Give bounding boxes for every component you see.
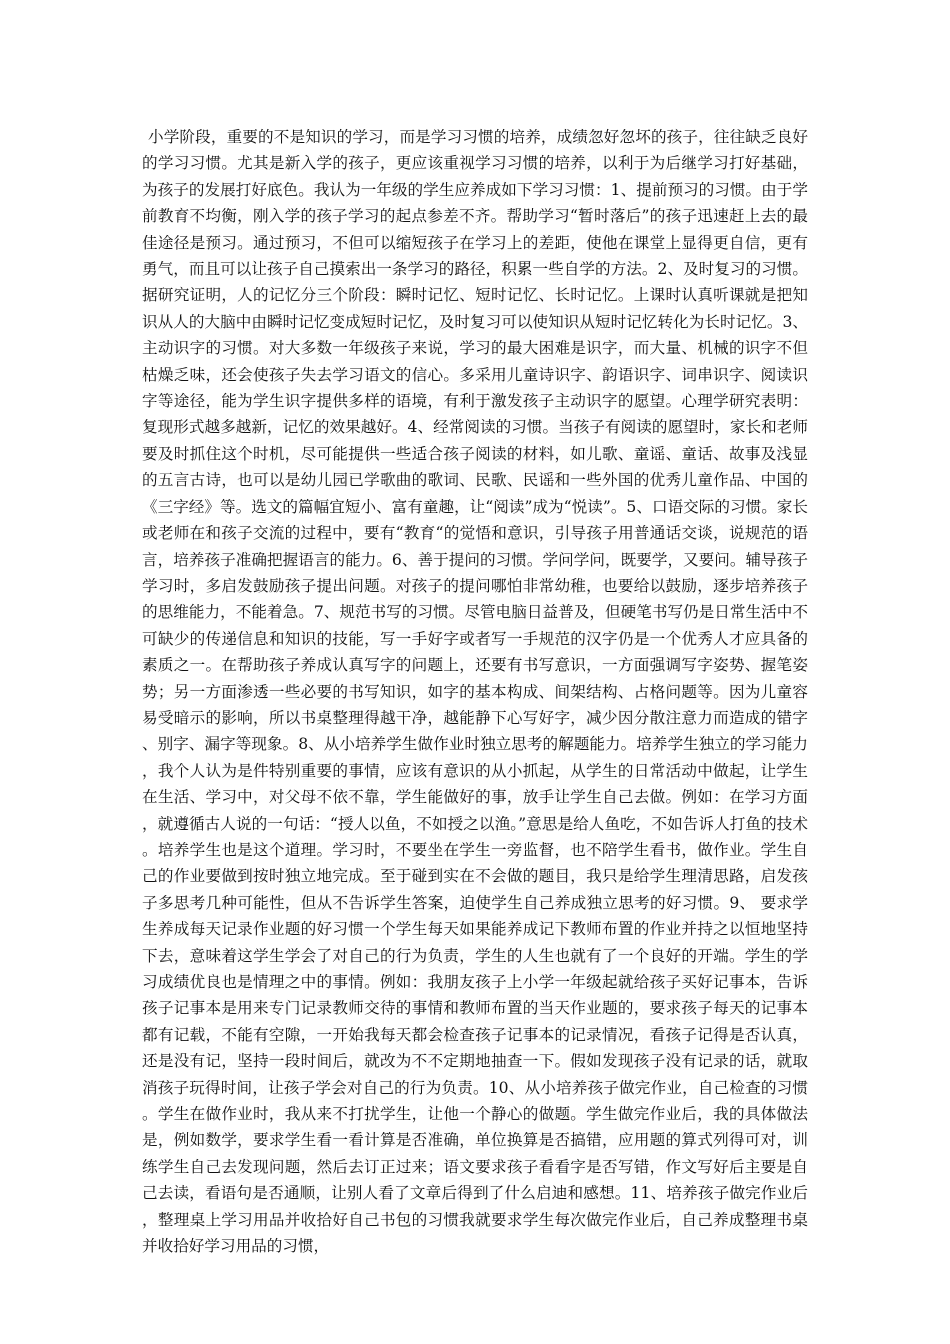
body-paragraph: 小学阶段，重要的不是知识的学习，而是学习习惯的培养，成绩忽好忽坏的孩子，往往缺乏良好的学习习惯。尤其是新入学的孩子，更应该重视学习习惯的培养，以利于为后继学习打好基础，为孩子的发展打好底色。我认为一年级的学生应养成如下学习习惯：1、提前预习的习惯。由于学前教育不均衡，刚入学的孩子学习的起点参差不齐。帮助学习“暂时落后”的孩子迅速赶上去的最佳途径是预习。通过预习，不但可以缩短孩子在学习上的差距，使他在课堂上显得更自信，更有勇气，而且可以让孩子自己摸索出一条学习的路径，积累一些自学的方法。2、及时复习的习惯。据研究证明，人的记忆分三个阶段：瞬时记忆、短时记忆、长时记忆。上课时认真听课就是把知识从人的大脑中由瞬时记忆变成短时记忆，及时复习可以使知识从短时记忆转化为长时记忆。3、主动识字的习惯。对大多数一年级孩子来说，学习的最大困难是识字，而大量、机械的识字不但枯燥乏味，还会使孩子失去学习语文的信心。多采用儿童诗识字、韵语识字、词串识字、阅读识字等途径，能为学生识字提供多样的语境，有利于激发孩子主动识字的愿望。心理学研究表明：复现形式越多越新，记忆的效果越好。4、经常阅读的习惯。当孩子有阅读的愿望时，家长和老师要及时抓住这个时机，尽可能提供一些适合孩子阅读的材料，如儿歌、童谣、童话、故事及浅显的五言古诗，也可以是幼儿园已学歌曲的歌词、民歌、民谣和一些外国的优秀儿童作品、中国的《三字经》等。选文的篇幅宜短小、富有童趣，让“阅读”成为“悦读”。5、口语交际的习惯。家长或老师在和孩子交流的过程中，要有“教育“的觉悟和意识，引导孩子用普通话交谈，说规范的语言，培养孩子准确把握语言的能力。6、善于提问的习惯。学问学问，既要学，又要问。辅导孩子学习时，多启发鼓励孩子提出问题。对孩子的提问哪怕非常幼稚，也要给以鼓励，逐步培养孩子的思维能力，不能着急。7、规范书写的习惯。尽管电脑日益普及，但硬笔书写仍是日常生活中不可缺少的传递信息和知识的技能，写一手好字或者写一手规范的汉字仍是一个优秀人才应具备的素质之一。在帮助孩子养成认真写字的问题上，还要有书写意识，一方面强调写字姿势、握笔姿势；另一方面渗透一些必要的书写知识，如字的基本构成、间架结构、占格问题等。因为儿童容易受暗示的影响，所以书桌整理得越干净，越能静下心写好字，减少因分散注意力而造成的错字、别字、漏字等现象。8、从小培养学生做作业时独立思考的解题能力。培养学生独立的学习能力，我个人认为是件特别重要的事情，应该有意识的从小抓起，从学生的日常活动中做起，让学生在生活、学习中，对父母不依不靠，学生能做好的事，放手让学生自己去做。例如：在学习方面，就遵循古人说的一句话：“授人以鱼，不如授之以渔。”意思是给人鱼吃，不如告诉人打鱼的技术。培养学生也是这个道理。学习时，不要坐在学生一旁监督，也不陪学生看书，做作业。学生自己的作业要做到按时独立地完成。至于碰到实在不会做的题目，我只是给学生理清思路，启发孩子多思考几种可能性，但从不告诉学生答案，迫使学生自己养成独立思考的好习惯。9、 要求学生养成每天记录作业题的好习惯一个学生每天如果能养成记下教师布置的作业并持之以恒地坚持下去，意味着这学生学会了对自己的行为负责，学生的人生也就有了一个良好的开端。学生的学习成绩优良也是情理之中的事情。例如：我朋友孩子上小学一年级起就给孩子买好记事本，告诉孩子记事本是用来专门记录教师交待的事情和教师布置的当天作业题的，要求孩子每天的记事本都有记载，不能有空隙，一开始我每天都会检查孩子记事本的记录情况，看孩子记得是否认真，还是没有记，坚持一段时间后，就改为不不定期地抽查一下。假如发现孩子没有记录的话，就取消孩子玩得时间，让孩子学会对自己的行为负责。10、从小培养孩子做完作业，自己检查的习惯。学生在做作业时，我从来不打扰学生，让他一个静心的做题。学生做完作业后，我的具体做法是，例如数学，要求学生看一看计算是否准确，单位换算是否搞错，应用题的算式列得可对，训练学生自己去发现问题，然后去订正过来；语文要求孩子看看字是否写错，作文写好后主要是自己去读，看语句是否通顺，让别人看了文章后得到了什么启迪和感想。11、培养孩子做完作业后，整理桌上学习用品并收拾好自己书包的习惯我就要求学生每次做完作业后，自己养成整理书桌并收拾好学习用品的习惯， — [142, 128, 808, 1256]
